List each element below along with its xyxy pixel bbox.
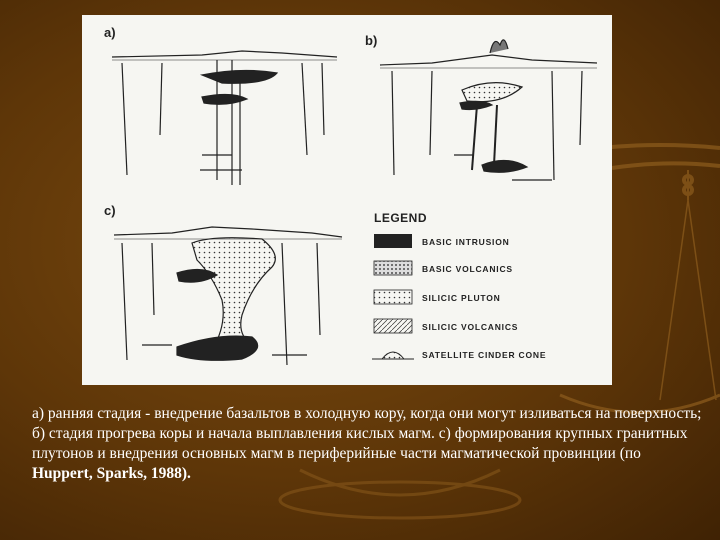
swatch-basic-intrusion [374,234,412,248]
swatch-silicic-pluton [374,290,412,304]
legend-label: BASIC VOLCANICS [422,264,513,274]
legend-title: LEGEND [374,211,428,225]
panel-b-drawing [380,40,597,180]
panel-label-b: b) [365,33,378,48]
legend-label: BASIC INTRUSION [422,237,510,247]
legend-label: SILICIC PLUTON [422,293,501,303]
panel-a-drawing [112,51,337,185]
legend-item-silicic-volcanics [422,318,518,336]
panel-c-drawing [114,227,342,365]
figure-caption [32,404,702,484]
legend-item-silicic-pluton [422,289,501,307]
swatch-silicic-volcanics [374,319,412,333]
caption-text: а) ранняя стадия - внедрение базальтов в холодную кору, когда они могут изливаться на поверхность; б) стадия прогрева коры и начала выплавления кислых магм. с) формирования крупных гранитных плутонов и внедрения основных магм в периферийные части магматической провинции (по [32,405,702,462]
legend-label: SILICIC VOLCANICS [422,322,519,332]
panel-label-a: a) [104,25,116,40]
legend-item-cinder-cone [422,346,546,364]
swatch-cinder-cone [372,352,414,359]
panel-label-c: c) [104,203,116,218]
legend-item-basic-volcanics [422,260,513,278]
caption-end: ). [181,465,191,482]
swatch-basic-volcanics [374,261,412,275]
figure-drawing [82,15,612,385]
caption-reference: Huppert, Sparks, 1988 [32,465,182,482]
legend-label: SATELLITE CINDER CONE [422,350,547,360]
geology-figure [82,15,612,385]
legend-item-basic-intrusion [422,233,510,251]
